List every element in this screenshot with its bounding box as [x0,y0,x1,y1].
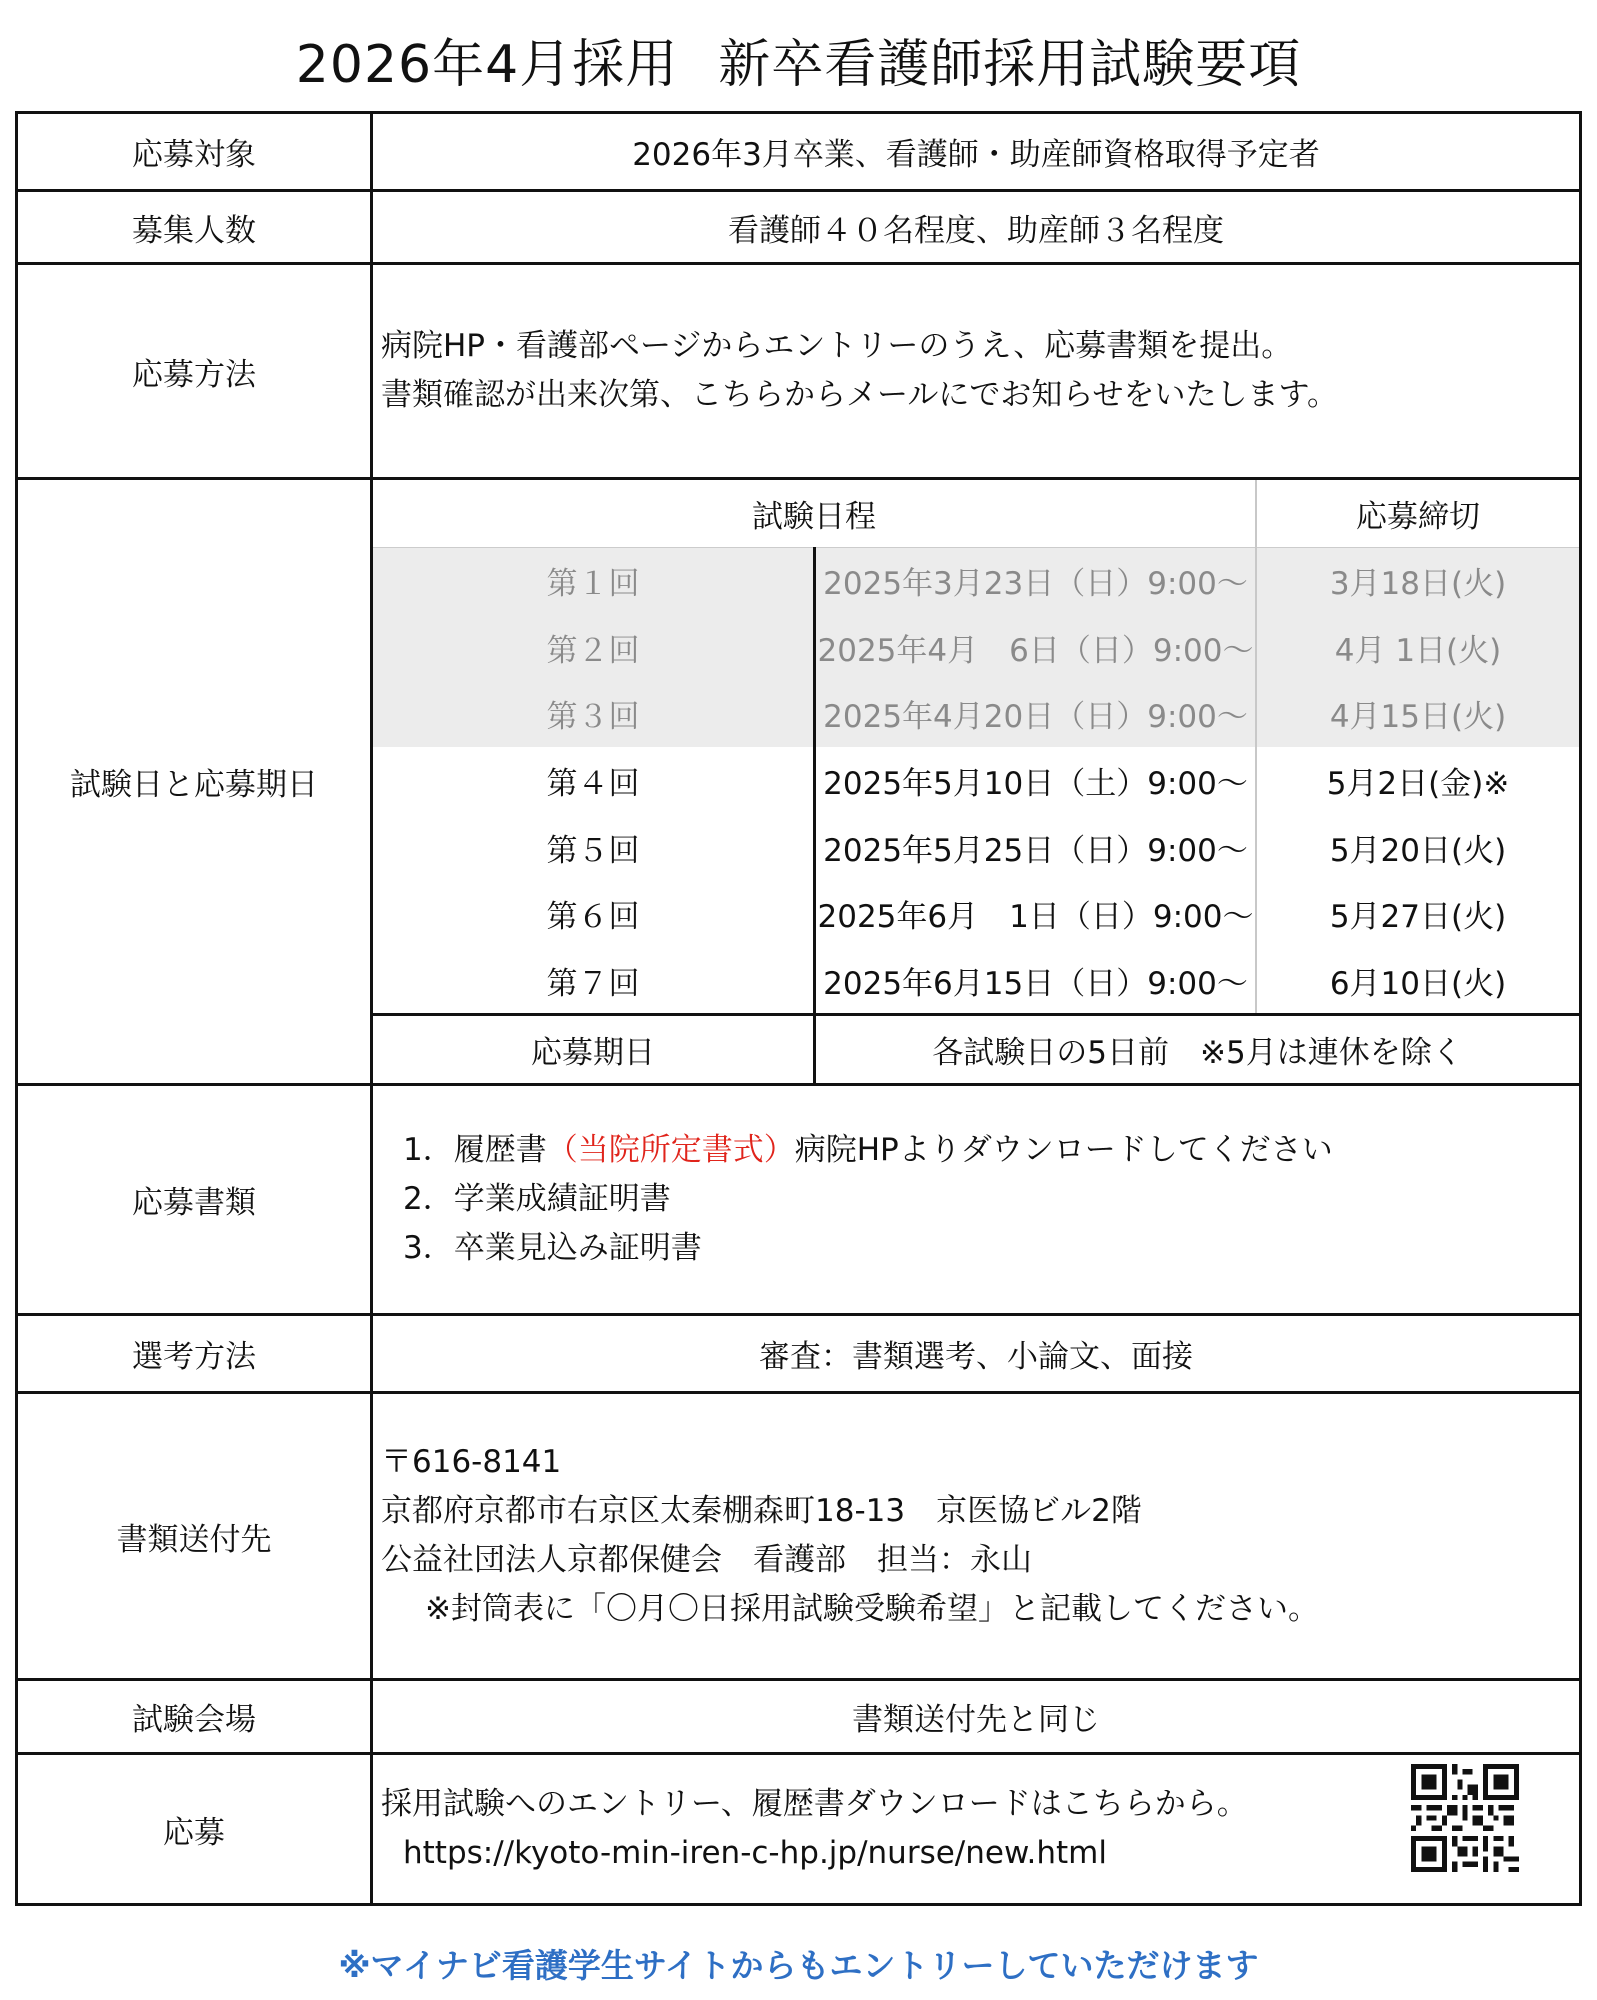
exam-date: 2025年5月10日（土）9:00～ [823,765,1248,802]
document-item-2: 2．学業成績証明書 [403,1181,671,1217]
round-deadline: 6月10日(火) [1256,947,1579,1015]
round-deadline: 5月2日(金)※ [1256,747,1579,814]
row-selection [17,1315,1581,1393]
schedule-row [373,614,1579,681]
apply-value [372,1754,1581,1905]
send-label: 書類送付先 [17,1393,372,1680]
round-label: 第７回 [373,947,815,1015]
document-item-1-suffix: 病院HPよりダウンロードしてください [794,1132,1333,1168]
documents-label: 応募書類 [17,1085,372,1315]
round-deadline: 5月27日(火) [1256,880,1579,947]
schedule-table [373,480,1579,1083]
exam-date: 2025年4月20日（日）9:00～ [815,681,1257,748]
round-label: 第６回 [373,880,815,947]
schedule-row [373,681,1579,748]
organization-line: 公益社団法人京都保健会 看護部 担当：永山 [381,1542,1032,1578]
apply-label: 応募 [17,1754,372,1905]
address-line: 京都府京都市右京区太秦棚森町18-13 京医協ビル2階 [381,1493,1142,1529]
postal-code: 〒616-8141 [381,1444,562,1480]
schedule-label: 試験日と応募期日 [17,479,372,1085]
send-address [372,1393,1581,1680]
schedule-row [373,547,1579,614]
round-label: 第１回 [373,547,815,614]
row-count [17,191,1581,264]
round-deadline: 4月15日(火) [1256,681,1579,748]
deadline-rule-row [373,1015,1579,1083]
row-apply [17,1754,1581,1905]
schedule-row [373,747,1579,814]
exam-date: 2025年6月15日（日）9:00～ [823,965,1248,1002]
exam-schedule-header: 試験日程 [373,480,1256,547]
selection-label: 選考方法 [17,1315,372,1393]
title-right: 新卒看護師採用試験要項 [718,35,1302,95]
venue-label: 試験会場 [17,1680,372,1754]
exam-date: 2025年4月 6日（日）9:00～ [815,614,1257,681]
qr-code-icon[interactable] [1411,1764,1519,1872]
exam-date: 2025年6月 1日（日）9:00～ [817,899,1254,936]
row-venue [17,1680,1581,1754]
schedule-row [373,814,1579,881]
deadline-rule-label: 応募期日 [373,1015,815,1083]
footer-note: ※マイナビ看護学生サイトからもエントリーしていただけます [338,1946,1259,1985]
venue-value: 書類送付先と同じ [372,1680,1581,1754]
schedule-row [373,880,1579,947]
method-label: 応募方法 [17,264,372,479]
apply-url[interactable]: https://kyoto-min-iren-c-hp.jp/nurse/new.html [403,1835,1107,1871]
envelope-note: ※封筒表に「〇月〇日採用試験受験希望」と記載してください。 [425,1591,1319,1627]
row-target [17,113,1581,191]
round-label: 第４回 [373,747,815,814]
exam-date: 2025年3月23日（日）9:00～ [815,547,1257,614]
exam-date: 2025年5月25日（日）9:00～ [823,832,1248,869]
deadline-header: 応募締切 [1256,480,1579,547]
round-label: 第３回 [373,681,815,748]
method-line-2: 書類確認が出来次第、こちらからメールにでお知らせをいたします。 [381,377,1338,413]
schedule-header [373,480,1579,547]
page-title [0,22,1597,97]
count-value: 看護師４０名程度、助産師３名程度 [372,191,1581,264]
row-send [17,1393,1581,1680]
row-method [17,264,1581,479]
deadline-rule-value: 各試験日の5日前 ※5月は連休を除く [815,1015,1580,1083]
apply-text: 採用試験へのエントリー、履歴書ダウンロードはこちらから。 [381,1786,1248,1822]
row-documents [17,1085,1581,1315]
method-value [372,264,1581,479]
document-item-1 [381,1126,1579,1175]
title-left: 2026年4月採用 [295,35,679,95]
round-deadline: 3月18日(火) [1256,547,1579,614]
method-line-1: 病院HP・看護部ページからエントリーのうえ、応募書類を提出。 [381,328,1293,364]
round-label: 第２回 [373,614,815,681]
requirements-table [15,111,1582,1906]
target-label: 応募対象 [17,113,372,191]
target-value: 2026年3月卒業、看護師・助産師資格取得予定者 [372,113,1581,191]
round-label: 第５回 [373,814,815,881]
count-label: 募集人数 [17,191,372,264]
document-item-1-prefix: 1．履歴書 [403,1132,547,1168]
document-item-1-note: （当院所定書式） [546,1132,795,1168]
schedule-row [373,947,1579,1015]
round-deadline: 4月 1日(火) [1256,614,1579,681]
schedule-cell [372,479,1581,1085]
selection-value: 審査：書類選考、小論文、面接 [372,1315,1581,1393]
document-item-3: 3．卒業見込み証明書 [403,1230,702,1266]
row-schedule [17,479,1581,1085]
round-deadline: 5月20日(火) [1256,814,1579,881]
documents-list [372,1085,1581,1315]
